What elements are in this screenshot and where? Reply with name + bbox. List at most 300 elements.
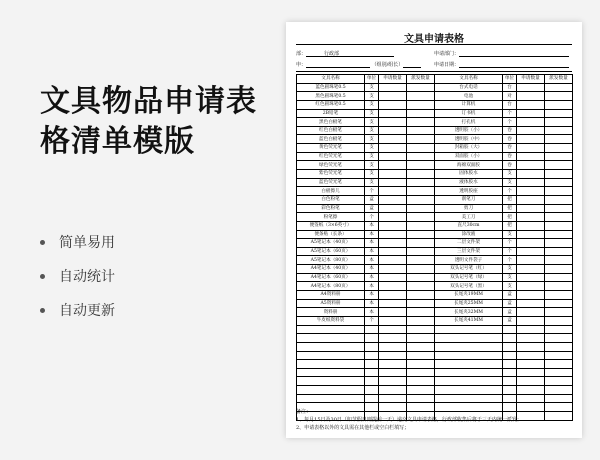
item-name-cell: 电池 [435, 92, 503, 101]
item-name-cell: 计算机 [435, 100, 503, 109]
unit-cell: 支 [365, 126, 379, 135]
item-name-cell: 长尾夹41MM [435, 316, 503, 325]
request-qty-cell[interactable] [517, 161, 545, 170]
issued-qty-cell[interactable] [407, 360, 435, 369]
item-name-cell [297, 377, 365, 386]
request-qty-cell[interactable] [517, 213, 545, 222]
notes-section [296, 408, 522, 432]
unit-cell: 支 [503, 265, 517, 274]
item-name-cell: 封箱胶（大） [435, 144, 503, 153]
request-qty-cell[interactable] [517, 334, 545, 343]
item-name-cell: 白色粉笔 [297, 195, 365, 204]
issued-qty-cell[interactable] [545, 178, 573, 187]
issued-qty-cell[interactable] [545, 83, 573, 92]
request-qty-cell[interactable] [517, 291, 545, 300]
request-qty-cell[interactable] [379, 144, 407, 153]
table-header-row [297, 75, 573, 84]
item-name-cell: 红色圆珠笔0.5 [297, 100, 365, 109]
apply-date-line[interactable] [459, 61, 569, 68]
issued-qty-cell[interactable] [545, 299, 573, 308]
unit-cell: 卷 [503, 161, 517, 170]
item-name-cell [435, 351, 503, 360]
request-qty-cell[interactable] [379, 109, 407, 118]
request-qty-cell[interactable] [517, 273, 545, 282]
table-row [297, 360, 573, 369]
unit-cell [503, 360, 517, 369]
issued-qty-cell[interactable] [545, 265, 573, 274]
unit-cell: 支 [365, 118, 379, 127]
request-qty-cell[interactable] [379, 92, 407, 101]
request-qty-cell[interactable] [517, 308, 545, 317]
issued-qty-cell[interactable] [545, 230, 573, 239]
request-qty-cell[interactable] [379, 256, 407, 265]
table-row [297, 239, 573, 248]
item-name-cell: 粉笔擦 [297, 213, 365, 222]
item-name-cell: 二层文件架 [435, 239, 503, 248]
request-qty-cell[interactable] [379, 282, 407, 291]
request-qty-cell[interactable] [517, 178, 545, 187]
unit-cell: 卷 [503, 144, 517, 153]
request-qty-cell[interactable] [379, 394, 407, 403]
item-name-cell: 双头记号笔（绿） [435, 273, 503, 282]
unit-cell: 本 [365, 256, 379, 265]
unit-cell [503, 351, 517, 360]
issued-qty-cell[interactable] [545, 256, 573, 265]
issued-qty-cell[interactable] [545, 386, 573, 395]
item-name-cell: 双头记号笔（红） [435, 265, 503, 274]
request-qty-cell[interactable] [517, 386, 545, 395]
unit-cell: 本 [365, 247, 379, 256]
unit-cell: 个 [503, 239, 517, 248]
issued-qty-cell[interactable] [407, 368, 435, 377]
request-qty-cell[interactable] [517, 394, 545, 403]
item-name-cell: 海绵双面胶 [435, 161, 503, 170]
unit-cell: 卷 [503, 152, 517, 161]
issued-qty-cell[interactable] [545, 377, 573, 386]
column-header: 派发数量 [545, 75, 573, 84]
item-name-cell [435, 386, 503, 395]
unit-cell [503, 325, 517, 334]
issued-qty-cell[interactable] [545, 161, 573, 170]
column-header: 申请数量 [379, 75, 407, 84]
dept-field [296, 50, 394, 57]
issued-qty-cell[interactable] [407, 144, 435, 153]
unit-cell: 台 [503, 83, 517, 92]
apply-date-field [434, 61, 569, 68]
unit-cell: 卷 [503, 135, 517, 144]
item-name-cell [297, 394, 365, 403]
issued-qty-cell[interactable] [407, 187, 435, 196]
issued-qty-cell[interactable] [545, 144, 573, 153]
item-name-cell: 长尾夹25MM [435, 299, 503, 308]
unit-cell: 个 [365, 316, 379, 325]
issued-qty-cell[interactable] [545, 334, 573, 343]
issued-qty-cell[interactable] [407, 178, 435, 187]
unit-cell: 个 [503, 187, 517, 196]
request-qty-cell[interactable] [379, 308, 407, 317]
issued-qty-cell[interactable] [407, 386, 435, 395]
issued-qty-cell[interactable] [545, 325, 573, 334]
table-row [297, 230, 573, 239]
request-qty-cell[interactable] [379, 170, 407, 179]
table-row [297, 144, 573, 153]
unit-cell: 把 [503, 204, 517, 213]
unit-cell: 支 [365, 152, 379, 161]
unit-cell: 支 [503, 170, 517, 179]
item-name-cell: A4笔记本（80页） [297, 282, 365, 291]
request-qty-cell[interactable] [379, 178, 407, 187]
issued-qty-cell[interactable] [407, 152, 435, 161]
request-qty-cell[interactable] [517, 100, 545, 109]
apply-dept-label: 申请部门： [434, 51, 460, 57]
unit-cell: 本 [365, 221, 379, 230]
issued-qty-cell[interactable] [407, 204, 435, 213]
issued-qty-cell[interactable] [407, 273, 435, 282]
request-qty-cell[interactable] [379, 221, 407, 230]
note-line: 2、申请表格以外的文具需在其他栏或空白栏填写； [296, 425, 410, 431]
feature-item [40, 300, 115, 320]
unit-cell: 对 [503, 92, 517, 101]
unit-cell: 支 [365, 144, 379, 153]
table-row [297, 247, 573, 256]
request-qty-cell[interactable] [517, 265, 545, 274]
request-qty-cell[interactable] [517, 360, 545, 369]
issued-qty-cell[interactable] [545, 204, 573, 213]
request-qty-cell[interactable] [379, 118, 407, 127]
issued-qty-cell[interactable] [407, 394, 435, 403]
request-qty-cell[interactable] [379, 100, 407, 109]
request-qty-cell[interactable] [379, 239, 407, 248]
table-row [297, 291, 573, 300]
request-qty-cell[interactable] [379, 386, 407, 395]
request-qty-cell[interactable] [517, 170, 545, 179]
issued-qty-cell[interactable] [545, 126, 573, 135]
item-name-cell: 透明文件袋子 [435, 256, 503, 265]
issued-qty-cell[interactable] [407, 334, 435, 343]
request-qty-cell[interactable] [379, 187, 407, 196]
unit-cell: 支 [365, 109, 379, 118]
request-qty-cell[interactable] [517, 325, 545, 334]
table-row [297, 187, 573, 196]
meta-rule [296, 71, 572, 72]
item-name-cell: 双头记号笔（黑） [435, 282, 503, 291]
table-row [297, 334, 573, 343]
unit-cell: 个 [503, 256, 517, 265]
issued-qty-cell[interactable] [545, 135, 573, 144]
issued-qty-cell[interactable] [545, 308, 573, 317]
request-qty-cell[interactable] [517, 187, 545, 196]
item-name-cell: 黑色白板笔 [297, 118, 365, 127]
unit-cell [503, 334, 517, 343]
item-name-cell [297, 386, 365, 395]
issued-qty-cell[interactable] [407, 342, 435, 351]
team-hint: （组别/组长） [371, 62, 404, 68]
issued-qty-cell[interactable] [545, 394, 573, 403]
unit-cell: 盒 [365, 195, 379, 204]
issued-qty-cell[interactable] [545, 239, 573, 248]
unit-cell [503, 368, 517, 377]
item-name-cell: A5资料册 [297, 299, 365, 308]
request-qty-cell[interactable] [517, 195, 545, 204]
issued-qty-cell[interactable] [407, 221, 435, 230]
request-qty-cell[interactable] [379, 204, 407, 213]
apply-date-label: 申请日期： [434, 62, 460, 68]
issued-qty-cell[interactable] [407, 213, 435, 222]
request-qty-cell[interactable] [517, 316, 545, 325]
table-row [297, 256, 573, 265]
issued-qty-cell[interactable] [545, 411, 573, 420]
dept-line[interactable] [306, 50, 394, 57]
table-row [297, 377, 573, 386]
unit-cell: 本 [365, 239, 379, 248]
request-qty-cell[interactable] [517, 239, 545, 248]
request-qty-cell[interactable] [517, 221, 545, 230]
unit-cell [503, 377, 517, 386]
issued-qty-cell[interactable] [407, 161, 435, 170]
issued-qty-cell[interactable] [407, 135, 435, 144]
unit-cell: 盒 [365, 204, 379, 213]
item-name-cell [297, 342, 365, 351]
request-qty-cell[interactable] [379, 135, 407, 144]
request-qty-cell[interactable] [517, 299, 545, 308]
issued-qty-cell[interactable] [407, 109, 435, 118]
request-qty-cell[interactable] [379, 247, 407, 256]
unit-cell [365, 334, 379, 343]
request-qty-cell[interactable] [517, 118, 545, 127]
request-qty-cell[interactable] [379, 230, 407, 239]
unit-cell [365, 342, 379, 351]
form-title: 文具申请表格 [404, 34, 464, 45]
form-sheet [286, 22, 582, 438]
issued-qty-cell[interactable] [545, 368, 573, 377]
item-name-cell: 双面胶（小） [435, 152, 503, 161]
request-qty-cell[interactable] [379, 342, 407, 351]
request-qty-cell[interactable] [379, 299, 407, 308]
item-name-cell [297, 325, 365, 334]
promo-title: 文具物品申请表格清单模版 [40, 84, 257, 159]
request-qty-cell[interactable] [379, 273, 407, 282]
applicant-line[interactable] [306, 61, 370, 68]
request-qty-cell[interactable] [517, 351, 545, 360]
item-name-cell [297, 351, 365, 360]
column-header: 单位 [503, 75, 517, 84]
item-name-cell: A4笔记本（60页） [297, 273, 365, 282]
issued-qty-cell[interactable] [545, 152, 573, 161]
unit-cell: 盒 [503, 316, 517, 325]
issued-qty-cell[interactable] [545, 282, 573, 291]
unit-cell [503, 394, 517, 403]
issued-qty-cell[interactable] [545, 221, 573, 230]
item-name-cell [435, 325, 503, 334]
item-name-cell: 便签纸（3×6英寸） [297, 221, 365, 230]
table-row [297, 170, 573, 179]
request-qty-cell[interactable] [379, 161, 407, 170]
request-qty-cell[interactable] [379, 126, 407, 135]
issued-qty-cell[interactable] [407, 308, 435, 317]
table-row [297, 394, 573, 403]
issued-qty-cell[interactable] [545, 342, 573, 351]
issued-qty-cell[interactable] [407, 92, 435, 101]
table-row [297, 152, 573, 161]
item-name-cell: 打孔机 [435, 118, 503, 127]
issued-qty-cell[interactable] [545, 316, 573, 325]
issued-qty-cell[interactable] [545, 109, 573, 118]
unit-cell: 本 [365, 299, 379, 308]
item-name-cell: 彩色粉笔 [297, 204, 365, 213]
issued-qty-cell[interactable] [407, 291, 435, 300]
request-qty-cell[interactable] [517, 282, 545, 291]
issued-qty-cell[interactable] [545, 360, 573, 369]
issued-qty-cell[interactable] [407, 247, 435, 256]
issued-qty-cell[interactable] [407, 83, 435, 92]
feature-label: 自动统计 [59, 269, 115, 285]
unit-cell: 本 [365, 230, 379, 239]
request-qty-cell[interactable] [379, 360, 407, 369]
bullet-dot-icon [40, 274, 45, 279]
item-name-cell: 长尾夹19MM [435, 291, 503, 300]
unit-cell [365, 360, 379, 369]
request-qty-cell[interactable] [517, 109, 545, 118]
request-qty-cell[interactable] [517, 256, 545, 265]
request-qty-cell[interactable] [379, 368, 407, 377]
item-name-cell: 黑色圆珠笔0.5 [297, 92, 365, 101]
request-qty-cell[interactable] [379, 377, 407, 386]
request-qty-cell[interactable] [517, 144, 545, 153]
request-qty-cell[interactable] [517, 135, 545, 144]
issued-qty-cell[interactable] [545, 92, 573, 101]
issued-qty-cell[interactable] [545, 118, 573, 127]
unit-cell: 支 [365, 170, 379, 179]
request-qty-cell[interactable] [379, 265, 407, 274]
request-qty-cell[interactable] [379, 351, 407, 360]
item-name-cell: 红色白板笔 [297, 126, 365, 135]
request-qty-cell[interactable] [517, 204, 545, 213]
item-name-cell [297, 368, 365, 377]
applicant-label: 申： [296, 62, 307, 68]
issued-qty-cell[interactable] [407, 351, 435, 360]
item-name-cell [435, 334, 503, 343]
apply-dept-line[interactable] [459, 50, 569, 57]
unit-cell: 支 [503, 178, 517, 187]
issued-qty-cell[interactable] [545, 403, 573, 412]
item-name-cell [435, 360, 503, 369]
issued-qty-cell[interactable] [545, 195, 573, 204]
request-qty-cell[interactable] [517, 368, 545, 377]
table-row [297, 161, 573, 170]
item-name-cell: 2B铅笔 [297, 109, 365, 118]
item-name-cell: 削笔刀 [435, 195, 503, 204]
unit-cell: 支 [365, 161, 379, 170]
column-header: 文具名称 [435, 75, 503, 84]
request-qty-cell[interactable] [517, 83, 545, 92]
unit-cell [503, 342, 517, 351]
request-qty-cell[interactable] [517, 152, 545, 161]
unit-cell: 本 [365, 291, 379, 300]
item-name-cell: 资料册 [297, 308, 365, 317]
issued-qty-cell[interactable] [407, 316, 435, 325]
issued-qty-cell[interactable] [407, 100, 435, 109]
issued-qty-cell[interactable] [407, 170, 435, 179]
issued-qty-cell[interactable] [407, 239, 435, 248]
table-row [297, 135, 573, 144]
issued-qty-cell[interactable] [545, 291, 573, 300]
issued-qty-cell[interactable] [407, 325, 435, 334]
item-name-cell: 蓝色荧光笔 [297, 178, 365, 187]
unit-cell: 个 [365, 187, 379, 196]
request-qty-cell[interactable] [517, 342, 545, 351]
item-name-cell: 白板擦儿 [297, 187, 365, 196]
issued-qty-cell[interactable] [545, 273, 573, 282]
table-row [297, 118, 573, 127]
table-row [297, 316, 573, 325]
dept-label: 部： [296, 51, 307, 57]
column-header: 文具名称 [297, 75, 365, 84]
column-header: 派发数量 [407, 75, 435, 84]
issued-qty-cell[interactable] [407, 377, 435, 386]
table-body [297, 83, 573, 420]
table-row [297, 325, 573, 334]
table-row [297, 221, 573, 230]
unit-cell: 支 [503, 230, 517, 239]
item-name-cell [435, 377, 503, 386]
issued-qty-cell[interactable] [545, 100, 573, 109]
feature-label: 简单易用 [59, 235, 115, 251]
issued-qty-cell[interactable] [407, 118, 435, 127]
request-qty-cell[interactable] [517, 126, 545, 135]
issued-qty-cell[interactable] [545, 187, 573, 196]
table-row [297, 178, 573, 187]
feature-list [40, 232, 115, 334]
title-rule [296, 44, 572, 45]
team-line[interactable] [403, 61, 421, 68]
issued-qty-cell[interactable] [407, 126, 435, 135]
table-row [297, 368, 573, 377]
item-name-cell: 透明胶（中） [435, 135, 503, 144]
request-qty-cell[interactable] [379, 195, 407, 204]
issued-qty-cell[interactable] [407, 195, 435, 204]
issued-qty-cell[interactable] [545, 247, 573, 256]
request-qty-cell[interactable] [379, 83, 407, 92]
issued-qty-cell[interactable] [545, 213, 573, 222]
request-qty-cell[interactable] [379, 334, 407, 343]
item-name-cell: 红色荧光笔 [297, 152, 365, 161]
request-qty-cell[interactable] [379, 213, 407, 222]
issued-qty-cell[interactable] [545, 170, 573, 179]
unit-cell: 台 [503, 100, 517, 109]
request-qty-cell[interactable] [517, 92, 545, 101]
request-qty-cell[interactable] [379, 316, 407, 325]
issued-qty-cell[interactable] [407, 282, 435, 291]
unit-cell [365, 377, 379, 386]
request-qty-cell[interactable] [517, 230, 545, 239]
issued-qty-cell[interactable] [407, 230, 435, 239]
issued-qty-cell[interactable] [407, 265, 435, 274]
issued-qty-cell[interactable] [407, 256, 435, 265]
unit-cell [365, 351, 379, 360]
request-qty-cell[interactable] [517, 377, 545, 386]
request-qty-cell[interactable] [517, 247, 545, 256]
request-qty-cell[interactable] [379, 152, 407, 161]
item-name-cell: 透明胶座 [435, 187, 503, 196]
apply-dept-field [434, 50, 569, 57]
issued-qty-cell[interactable] [407, 299, 435, 308]
request-qty-cell[interactable] [379, 325, 407, 334]
request-qty-cell[interactable] [379, 291, 407, 300]
table-row [297, 351, 573, 360]
unit-cell: 把 [503, 213, 517, 222]
item-name-cell: A5笔记本（60页） [297, 247, 365, 256]
issued-qty-cell[interactable] [545, 351, 573, 360]
